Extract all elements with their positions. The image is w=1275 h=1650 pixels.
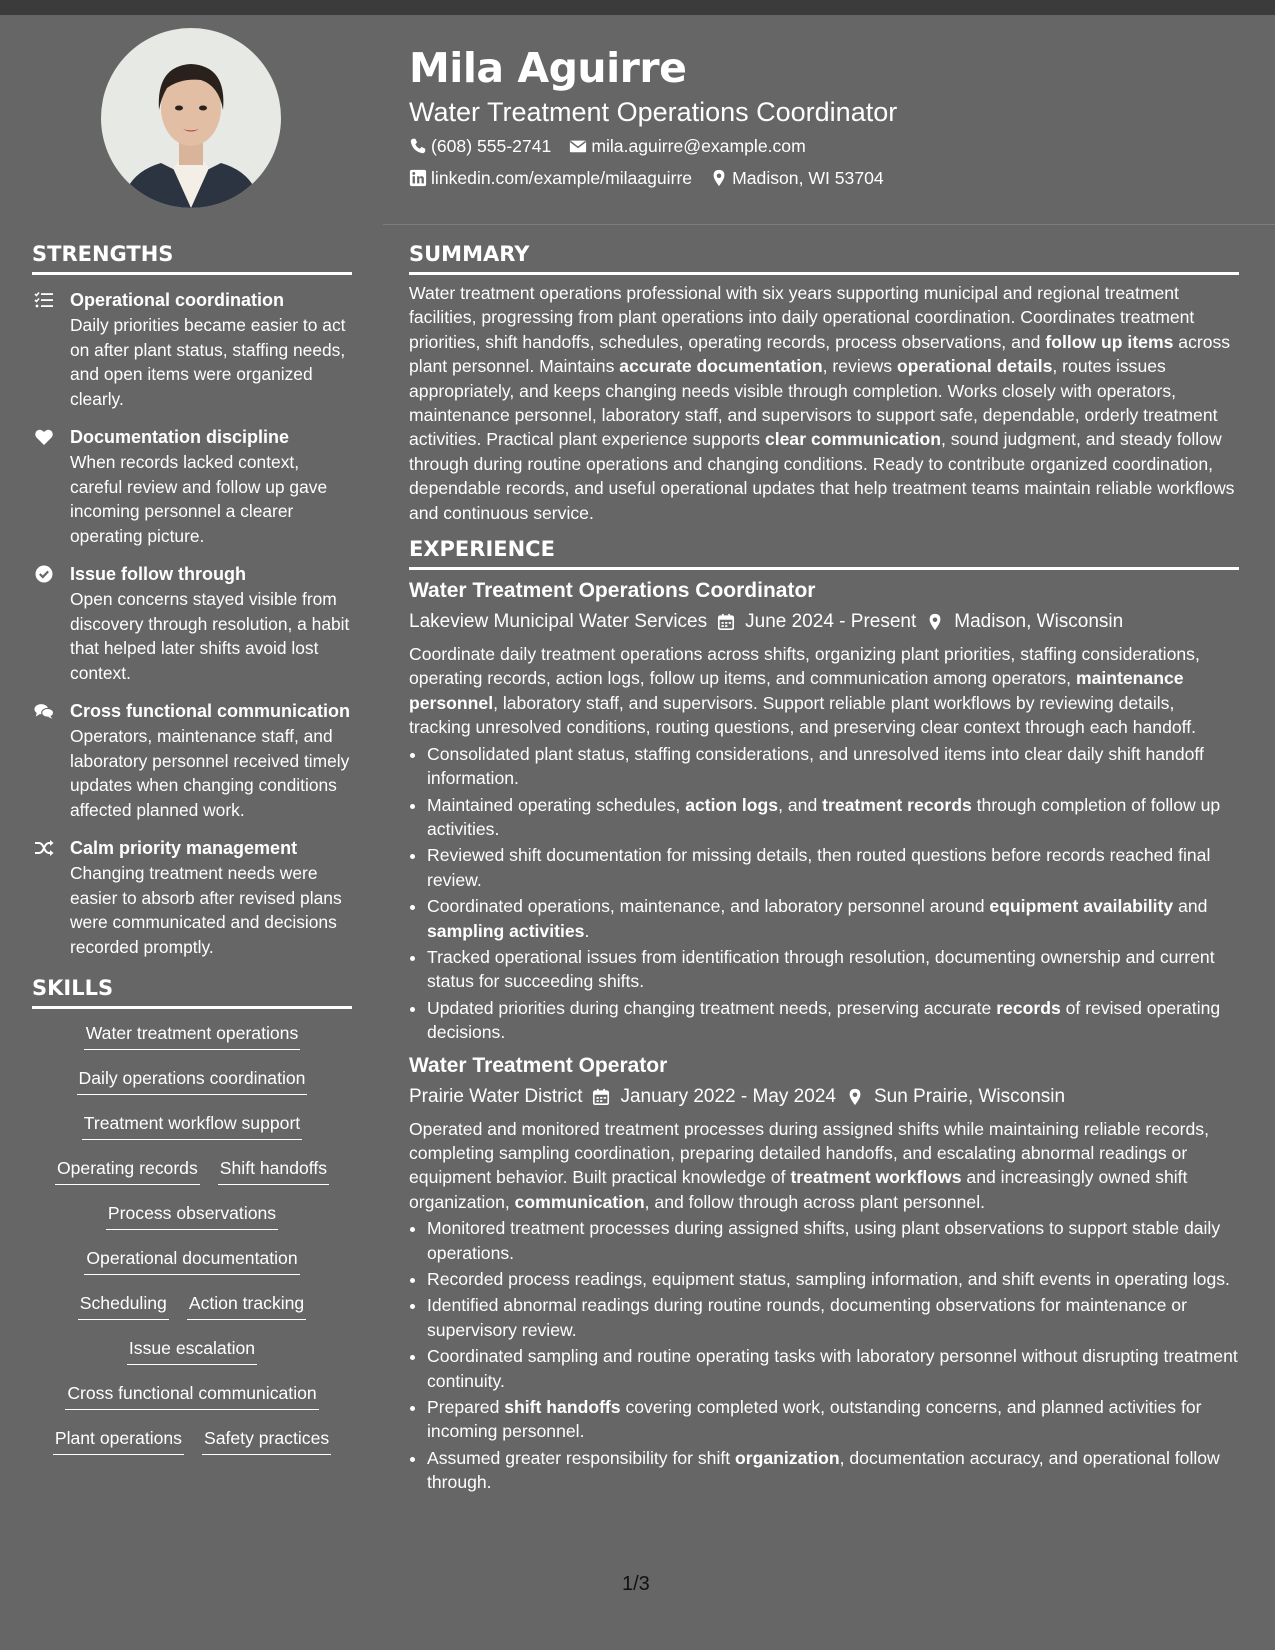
check-circle-icon bbox=[34, 565, 54, 583]
job-bullets bbox=[409, 1216, 1239, 1494]
emphasis-text: treatment records bbox=[822, 794, 972, 815]
comments-icon bbox=[34, 702, 54, 720]
emphasis-text: shift handoffs bbox=[504, 1397, 621, 1418]
job-location: Sun Prairie, Wisconsin bbox=[873, 1085, 1066, 1107]
emphasis-text: treatment workflows bbox=[790, 1167, 962, 1188]
bullet-item: • Coordinated sampling and routine operating tasks with laboratory personnel without disrupting treatment continuity. bbox=[427, 1344, 1239, 1393]
job-description: Operated and monitored treatment processes during assigned shifts while maintaining reliable records, completing sampling coordination, preparing detailed handoffs, and escalating abnormal readings or equipment behavior. Built practical knowledge of treatment workflows and increasingly owned shift organization, communication, and follow through across plant personnel. bbox=[409, 1118, 1209, 1212]
page-indicator: 1/3 bbox=[622, 1573, 650, 1595]
summary-text: Water treatment operations professional with six years supporting municipal and regional treatment facilities, progressing from plant operations into daily operational coordination. Coordinates treatment priorities, shift handoffs, schedules, operating records, process observations, and follow up items across plant personnel. Maintains accurate documentation, reviews operational details, routes issues appropriately, and keeps changing needs visible through completion. Works closely with operators, maintenance personnel, laboratory staff, and supervisors to support safe, dependable, orderly treatment activities. Practical plant experience supports clear communication, sound judgment, and steady follow through during routine operations and changing conditions. Ready to contribute organized coordination, dependable records, and useful operational updates that help treatment teams maintain reliable workflows and continuous service. bbox=[409, 283, 1235, 523]
emphasis-text: organization bbox=[735, 1447, 840, 1468]
emphasis-text: maintenance personnel bbox=[409, 668, 1184, 713]
strength-text: Changing treatment needs were easier to absorb after revised plans were communicated and decisions recorded promptly. bbox=[70, 863, 342, 957]
bullet-item: • Maintained operating schedules, action logs, and treatment records through completion of follow up activities. bbox=[427, 793, 1239, 842]
emphasis-text: action logs bbox=[685, 794, 779, 815]
header-divider bbox=[383, 224, 1275, 225]
skill-tag: Plant operations bbox=[53, 1426, 184, 1455]
skills-list bbox=[32, 1021, 352, 1471]
summary-heading: SUMMARY bbox=[409, 242, 530, 266]
contact-row-1 bbox=[409, 133, 806, 159]
skill-row bbox=[32, 1246, 352, 1291]
contact-linkedin[interactable] bbox=[409, 165, 692, 191]
location-text: Madison, WI 53704 bbox=[732, 168, 884, 188]
contact-phone[interactable] bbox=[409, 133, 551, 159]
email-text: mila.aguirre@example.com bbox=[591, 136, 806, 156]
skill-tag: Issue escalation bbox=[127, 1336, 257, 1365]
contact-email[interactable] bbox=[569, 133, 805, 159]
contact-location bbox=[710, 165, 884, 191]
skill-tag: Operating records bbox=[55, 1156, 200, 1185]
skill-row bbox=[32, 1201, 352, 1246]
skill-row bbox=[32, 1021, 352, 1066]
job-role: Water Treatment Operator bbox=[409, 1053, 668, 1077]
strength-item bbox=[32, 424, 352, 548]
bullet-item: • Monitored treatment processes during assigned shifts, using plant observations to support stable daily operations. bbox=[427, 1216, 1239, 1265]
strength-item bbox=[32, 561, 352, 685]
experience-rule bbox=[409, 567, 1239, 570]
job-entry bbox=[409, 1051, 1239, 1495]
emphasis-text: sampling activities bbox=[427, 920, 585, 941]
bullet-item: • Assumed greater responsibility for shift organization, documentation accuracy, and operational follow through. bbox=[427, 1446, 1239, 1495]
linkedin-icon bbox=[409, 169, 427, 187]
skill-tag: Daily operations coordination bbox=[77, 1066, 308, 1095]
bullet-item: • Identified abnormal readings during routine rounds, documenting observations for maintenance or supervisory review. bbox=[427, 1293, 1239, 1342]
skill-row bbox=[32, 1111, 352, 1156]
skill-tag: Safety practices bbox=[202, 1426, 331, 1455]
bullet-item: • Coordinated operations, maintenance, and laboratory personnel around equipment availability and sampling activities. bbox=[427, 894, 1239, 943]
strength-item bbox=[32, 287, 352, 411]
job-entry bbox=[409, 576, 1239, 1045]
profile-photo bbox=[101, 28, 281, 208]
job-meta bbox=[409, 608, 1239, 636]
contact-row-2 bbox=[409, 165, 884, 191]
skill-row bbox=[32, 1426, 352, 1471]
job-dates: June 2024 - Present bbox=[745, 611, 917, 633]
strength-title: Operational coordination bbox=[70, 290, 285, 310]
skill-tag: Operational documentation bbox=[84, 1246, 299, 1275]
job-description: Coordinate daily treatment operations across shifts, organizing plant priorities, staffing considerations, operating records, action logs, follow up items, and communication among operators, maintenance personnel, laboratory staff, and supervisors. Support reliable plant workflows by reviewing details, tracking unresolved conditions, routing questions, and preserving clear context through each handoff. bbox=[409, 644, 1200, 738]
strength-item bbox=[32, 835, 352, 959]
emphasis-text: operational details bbox=[896, 356, 1053, 377]
job-meta bbox=[409, 1083, 1239, 1111]
job-role: Water Treatment Operations Coordinator bbox=[409, 579, 816, 603]
skills-heading: SKILLS bbox=[32, 976, 114, 1000]
skill-tag: Process observations bbox=[106, 1201, 278, 1230]
skill-tag: Shift handoffs bbox=[218, 1156, 329, 1185]
heart-icon bbox=[34, 428, 54, 446]
candidate-name: Mila Aguirre bbox=[409, 44, 687, 92]
phone-icon bbox=[409, 137, 427, 155]
emphasis-text: clear communication bbox=[764, 429, 941, 450]
job-location: Madison, Wisconsin bbox=[954, 611, 1124, 633]
summary-rule bbox=[409, 272, 1239, 275]
skill-row bbox=[32, 1336, 352, 1381]
skill-tag: Cross functional communication bbox=[65, 1381, 318, 1410]
skill-row bbox=[32, 1156, 352, 1201]
emphasis-text: communication bbox=[514, 1191, 645, 1212]
strength-text: Operators, maintenance staff, and laboratory personnel received timely updates when changing conditions affected planned work. bbox=[70, 726, 350, 820]
list-check-icon bbox=[34, 291, 54, 309]
strength-text: When records lacked context, careful review and follow up gave incoming personnel a clearer operating picture. bbox=[70, 452, 328, 546]
skill-tag: Scheduling bbox=[78, 1291, 169, 1320]
calendar-icon bbox=[592, 1088, 610, 1106]
emphasis-text: follow up items bbox=[1045, 331, 1174, 352]
calendar-icon bbox=[717, 613, 735, 631]
skill-row bbox=[32, 1291, 352, 1336]
linkedin-text: linkedin.com/example/milaaguirre bbox=[431, 168, 693, 188]
left-column bbox=[32, 238, 352, 1471]
emphasis-text: accurate documentation bbox=[619, 356, 823, 377]
strength-title: Cross functional communication bbox=[70, 701, 351, 721]
map-pin-icon bbox=[846, 1088, 864, 1106]
job-dates: January 2022 - May 2024 bbox=[620, 1085, 836, 1107]
skill-tag: Water treatment operations bbox=[84, 1021, 301, 1050]
skill-tag: Action tracking bbox=[187, 1291, 306, 1320]
envelope-icon bbox=[569, 137, 587, 155]
strength-title: Documentation discipline bbox=[70, 427, 290, 447]
strength-text: Open concerns stayed visible from discovery through resolution, a habit that helped later shifts avoid lost context. bbox=[70, 589, 350, 683]
top-bar bbox=[0, 0, 1275, 15]
bullet-item: • Recorded process readings, equipment status, sampling information, and shift events in operating logs. bbox=[427, 1267, 1239, 1291]
shuffle-icon bbox=[34, 839, 54, 857]
bullet-item: • Tracked operational issues from identification through resolution, documenting ownership and current status for succeeding shifts. bbox=[427, 945, 1239, 994]
skill-row bbox=[32, 1066, 352, 1111]
job-company: Lakeview Municipal Water Services bbox=[409, 611, 708, 633]
strength-title: Calm priority management bbox=[70, 838, 298, 858]
emphasis-text: records bbox=[996, 997, 1061, 1018]
job-company: Prairie Water District bbox=[409, 1085, 583, 1107]
job-bullets bbox=[409, 742, 1239, 1045]
strength-item bbox=[32, 698, 352, 822]
bullet-item: • Updated priorities during changing treatment needs, preserving accurate records of revised operating decisions. bbox=[427, 996, 1239, 1045]
map-pin-icon bbox=[710, 169, 728, 187]
main-column bbox=[409, 238, 1239, 1501]
strength-title: Issue follow through bbox=[70, 564, 246, 584]
emphasis-text: equipment availability bbox=[989, 896, 1174, 917]
strengths-heading: STRENGTHS bbox=[32, 242, 174, 266]
bullet-item: • Reviewed shift documentation for missing details, then routed questions before records reached final review. bbox=[427, 843, 1239, 892]
bullet-item: • Consolidated plant status, staffing considerations, and unresolved items into clear daily shift handoff information. bbox=[427, 742, 1239, 791]
strengths-rule bbox=[32, 272, 352, 275]
experience-heading: EXPERIENCE bbox=[409, 537, 555, 562]
strength-text: Daily priorities became easier to act on after plant status, staffing needs, and open items were organized clearly. bbox=[70, 315, 346, 409]
candidate-title: Water Treatment Operations Coordinator bbox=[409, 97, 898, 127]
map-pin-icon bbox=[926, 613, 944, 631]
skills-rule bbox=[32, 1006, 352, 1009]
bullet-item: • Prepared shift handoffs covering completed work, outstanding concerns, and planned activities for incoming personnel. bbox=[427, 1395, 1239, 1444]
phone-text: (608) 555-2741 bbox=[431, 136, 552, 156]
skill-row bbox=[32, 1381, 352, 1426]
skill-tag: Treatment workflow support bbox=[82, 1111, 302, 1140]
